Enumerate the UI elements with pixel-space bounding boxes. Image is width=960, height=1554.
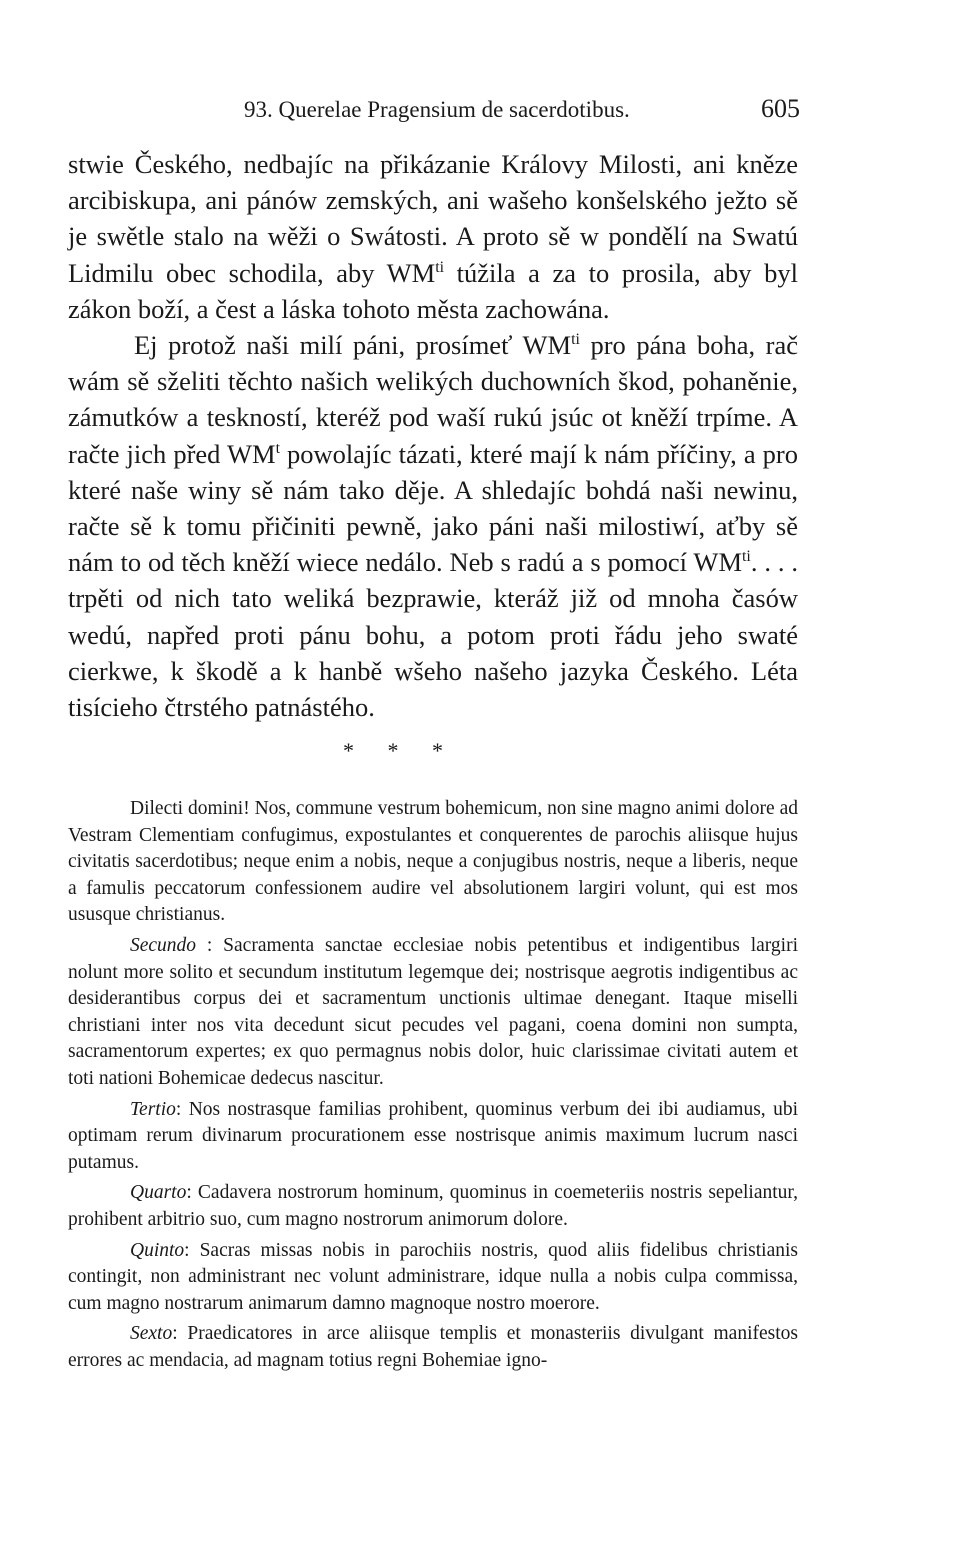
item-lead: Secundo <box>130 934 197 956</box>
section-separator: * * * <box>343 738 457 763</box>
latin-paragraph: Dilecti domini! Nos, commune vestrum bohemicum, non sine magno animi dolore ad Vestram Clementiam confugimus, expostulantes et conquerentes de parochis aliisque hujus civitatis sacerdotibus; neque enim a nobis, neque a conjugibus nostris, neque a liberis, neque a famulis peccatorum confessionem audire vel absolutionem largiri volunt, qui est mos ususque christianus. <box>68 798 798 926</box>
page-number: 605 <box>761 94 800 123</box>
item-lead: Sexto <box>130 1323 173 1345</box>
running-header <box>244 94 800 124</box>
latin-paragraph: Tertio: Nos nostrasque familias prohibent, quominus verbum dei ibi audiamus, ubi optimam rerum divinarum procurationem esse nostrisque animis maximum lucrum nasci putamus. <box>68 1098 798 1173</box>
running-title: 93. Querelae Pragensium de sacerdotibus. <box>244 97 630 122</box>
superscript: t <box>275 439 280 457</box>
latin-paragraph: Quinto: Sacras missas nobis in parochiis nostris, quod aliis fidelibus christianis contingit, non administrant nec volunt administrare, idque nulla a nobis culpa commissa, cum magno nostrarum animarum damno magnoque nostro moerore. <box>68 1239 798 1314</box>
czech-paragraph-1: stwie Českého, nedbajíc na přikázanie Královy Milosti, ani kněze arcibiskupa, ani pánów zemských, ani wašeho konšelského ježto sě je swětle stalo na wěži o Swátosti. A proto sě w pondělí na Swatú Lidmilu obec schodila, aby $WM^{ti}$ túžila a za to prosila, aby byl zákon boží, a čest a láska tohoto města zachowána. <box>68 149 798 324</box>
superscript: ti <box>435 258 445 276</box>
czech-text <box>68 146 798 725</box>
latin-text <box>68 796 798 1374</box>
latin-paragraph: Sexto: Praedicatores in arce aliisque templis et monasteriis divulgant manifestos errores ac mendacia, ad magnam totius regni Bohemiae igno- <box>68 1323 798 1371</box>
superscript: ti <box>742 548 751 566</box>
superscript: ti <box>571 331 580 349</box>
item-lead: Quarto <box>130 1182 187 1204</box>
latin-paragraph: Secundo : Sacramenta sanctae ecclesiae nobis petentibus et indigentibus largiri nolunt more solito et secundum institutum legemque dei; nostrisque aegrotis indigentibus ac desiderantibus corpus dei et sacramentum unctionis ultimae denegant. Itaque miselli christiani inter nos vita decedunt sicut pecudes vel pagani, coena domini non sumpta, sacramentorum expertes; ex quo permagnus nobis dolor, huic clarissimae civitati autem et toti nationi Bohemicae dedecus nascitur. <box>68 934 798 1089</box>
item-lead: Quinto <box>130 1239 185 1261</box>
item-lead: Tertio <box>130 1098 176 1120</box>
latin-paragraph: Quarto: Cadavera nostrorum hominum, quominus in coemeteriis nostris sepeliantur, prohibent arbitrio suo, cum magno nostrorum animorum dolore. <box>68 1182 798 1230</box>
czech-paragraph-2: Ej protož naši milí páni, prosímeť $WM^{ti}$ pro pána boha, rač wám sě sželiti těchto našich welikých duchowních škod, pohaněnie, zámutków a teskností, kteréž pod waší rukú jsúc ot kněží trpíme. A račte jich před $WM^t$ powolajíc tázati, které mají k nám příčiny, a pro které naše winy sě nám tako děje. A shledajíc bohdá naši newinu, račte sě k tomu přičiniti pewně, jako páni naši milostiwí, aťby sě nám to od těch kněží wiece nedálo. Neb s radú a s pomocí $WM^{ti}$. . . . trpěti od nich tato weliká bezprawie, kteráž již od mnoha časów wedú, napřed proti pánu bohu, a potom proti řádu jeho swaté cierkwe, k škodě a k hanbě wšeho našeho jazyka Českého. Léta tisícieho čtrstého patnástého. <box>68 330 799 723</box>
